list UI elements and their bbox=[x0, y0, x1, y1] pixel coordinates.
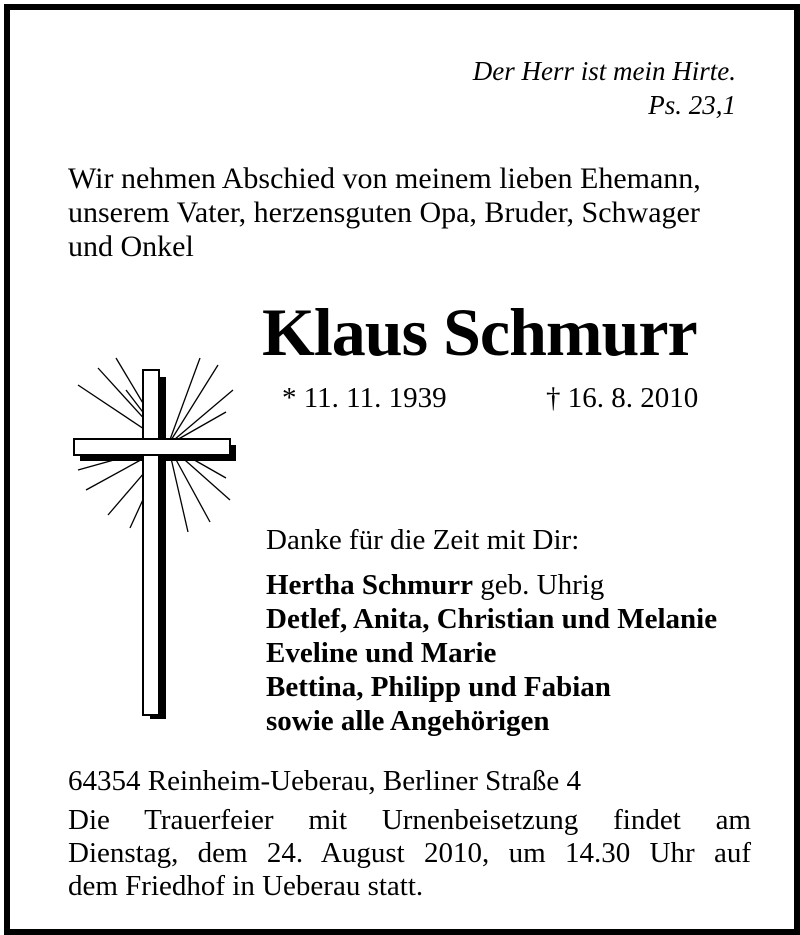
thanks-line: Danke für die Zeit mit Dir: bbox=[266, 524, 580, 556]
widow-name: Hertha Schmurr bbox=[266, 569, 473, 601]
intro-line-1: Wir nehmen Abschied von meinem lieben Ehemann, bbox=[68, 162, 701, 195]
family-list bbox=[266, 568, 717, 738]
address-line: 64354 Reinheim-Ueberau, Berliner Straße 4 bbox=[68, 765, 581, 797]
ceremony-line-1: Die Trauerfeier mit Urnenbeisetzung findet am bbox=[68, 804, 751, 836]
motto-line-1: Der Herr ist mein Hirte. bbox=[472, 56, 736, 86]
ceremony-text bbox=[68, 804, 751, 903]
family-line-2: Detlef, Anita, Christian und Melanie bbox=[266, 603, 718, 635]
motto-reference: Ps. 23,1 bbox=[648, 90, 736, 120]
birth-date: * 11. 11. 1939 bbox=[282, 382, 447, 414]
intro-text bbox=[68, 162, 701, 264]
ceremony-line-3: dem Friedhof in Ueberau statt. bbox=[68, 870, 424, 902]
intro-line-2: unserem Vater, herzensguten Opa, Bruder, Schwager bbox=[68, 196, 700, 229]
family-line-5: sowie alle Angehörigen bbox=[266, 705, 550, 737]
intro-line-3: und Onkel bbox=[68, 230, 194, 263]
cross-icon bbox=[68, 350, 248, 730]
deceased-name: Klaus Schmurr bbox=[262, 294, 697, 370]
widow-maiden-name: geb. Uhrig bbox=[473, 569, 605, 601]
notice-frame bbox=[4, 4, 800, 935]
family-line-4: Bettina, Philipp und Fabian bbox=[266, 671, 611, 703]
family-line-3: Eveline und Marie bbox=[266, 637, 497, 669]
ceremony-line-2: Dienstag, dem 24. August 2010, um 14.30 Uhr auf bbox=[68, 837, 751, 869]
death-date: † 16. 8. 2010 bbox=[546, 382, 699, 414]
family-line-1 bbox=[266, 568, 717, 602]
